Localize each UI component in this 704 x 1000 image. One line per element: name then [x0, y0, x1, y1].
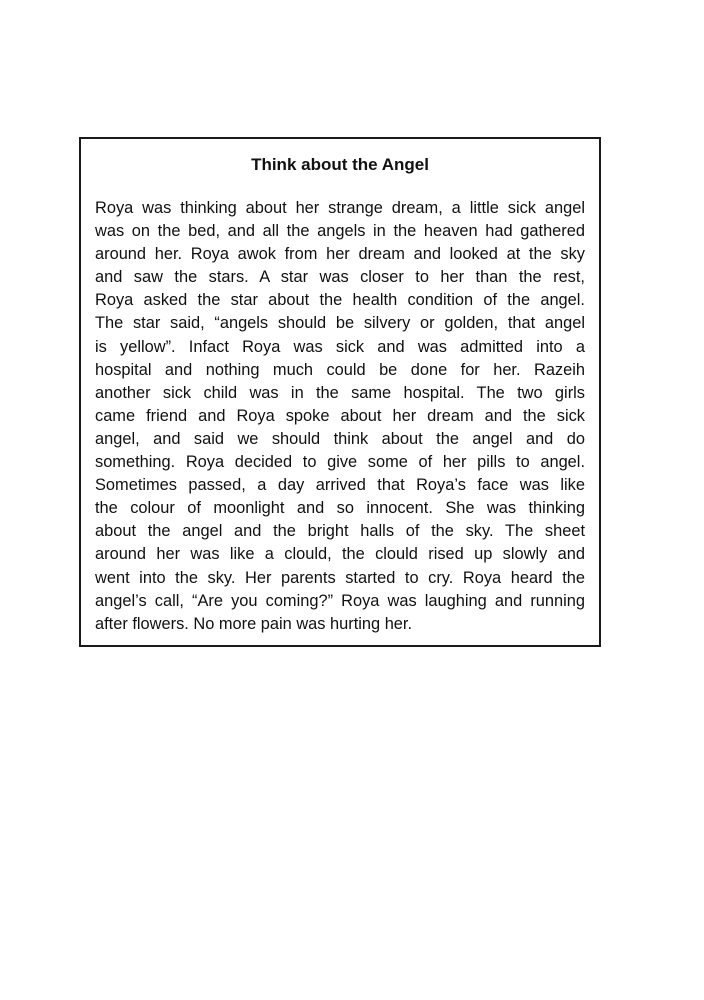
story-line: Roya was thinking about her strange dream, a little sick angel	[95, 199, 585, 217]
story-line: something. Roya decided to give some of her pills to angel.	[95, 453, 585, 472]
story-line: is yellow”. Infact Roya was sick and was admitted into a	[95, 337, 585, 356]
story-line: was on the bed, and all the angels in the heaven had gathered	[95, 222, 585, 241]
story-line: and saw the stars. A star was closer to her than the rest,	[95, 268, 585, 287]
story-line: Roya asked the star about the health condition of the angel.	[95, 291, 585, 310]
story-line: hospital and nothing much could be done for her. Razeih	[95, 360, 585, 379]
story-line: after flowers. No more pain was hurting her.	[95, 614, 413, 633]
story-body	[95, 197, 585, 636]
story-line: around her. Roya awok from her dream and looked at the sky	[95, 245, 585, 264]
story-line: the colour of moonlight and so innocent. She was thinking	[95, 499, 585, 518]
story-line: angel, and said we should think about the angel and do	[95, 429, 585, 448]
story-line: The star said, “angels should be silvery or golden, that angel	[95, 314, 585, 333]
story-box	[79, 137, 601, 647]
story-line: angel’s call, “Are you coming?” Roya was laughing and running	[95, 591, 585, 610]
story-line: went into the sky. Her parents started to cry. Roya heard the	[95, 568, 585, 587]
story-line: about the angel and the bright halls of the sky. The sheet	[95, 522, 585, 541]
story-line: came friend and Roya spoke about her dream and the sick	[95, 406, 585, 425]
story-line: another sick child was in the same hospital. The two girls	[95, 383, 585, 402]
story-line: Sometimes passed, a day arrived that Roya’s face was like	[95, 476, 585, 495]
story-line: around her was like a clould, the clould rised up slowly and	[95, 545, 585, 564]
story-title: Think about the Angel	[251, 155, 429, 174]
